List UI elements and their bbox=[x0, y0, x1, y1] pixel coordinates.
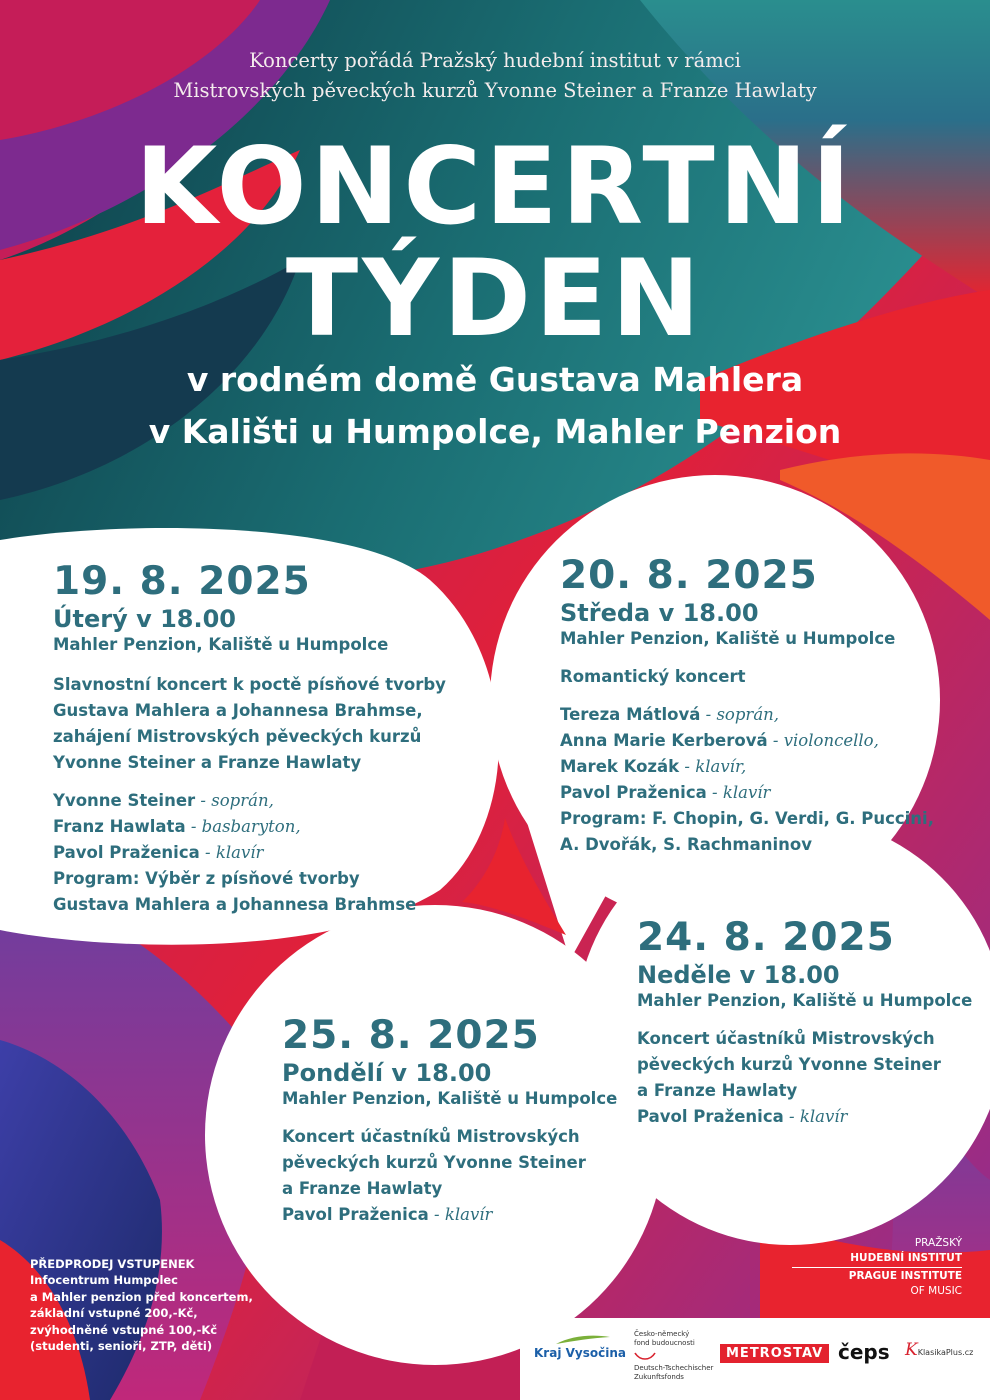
ceps-logo: čeps bbox=[838, 1340, 890, 1364]
event-date: 19. 8. 2025 bbox=[53, 559, 311, 604]
institute-line-2: HUDEBNÍ INSTITUT bbox=[792, 1251, 962, 1268]
event-day-time: Úterý v 18.00 bbox=[53, 605, 236, 633]
performer: Pavol Praženica - klavír bbox=[560, 783, 771, 802]
event-description-line: Koncert účastníků Mistrovských bbox=[282, 1127, 580, 1146]
event-description-line: a Franze Hawlaty bbox=[282, 1179, 443, 1198]
performer: Pavol Praženica - klavír bbox=[637, 1107, 848, 1126]
prague-institute-logo bbox=[792, 1236, 962, 1299]
presale-line: Infocentrum Humpolec bbox=[30, 1273, 179, 1288]
performer: Yvonne Steiner - soprán, bbox=[53, 791, 274, 810]
intro-text bbox=[0, 46, 990, 106]
metrostav-logo: METROSTAV bbox=[720, 1344, 829, 1363]
performer: Franz Hawlata - basbaryton, bbox=[53, 817, 301, 836]
subtitle-line-1: v rodném domě Gustava Mahlera bbox=[186, 360, 804, 399]
zukunftsfonds-logo: Česko-německý fond budoucnosti Deutsch-Tschechischer Zukunftsfonds bbox=[634, 1330, 714, 1381]
event-venue: Mahler Penzion, Kaliště u Humpolce bbox=[53, 635, 389, 654]
event-20-8 bbox=[560, 554, 934, 858]
event-description-line: Slavnostní koncert k poctě písňové tvorby bbox=[53, 675, 446, 694]
performer: Pavol Praženica - klavír bbox=[53, 843, 264, 862]
klasikaplus-mark-icon: K bbox=[905, 1340, 918, 1360]
fond-arc-icon bbox=[634, 1351, 656, 1361]
intro-line-1: Koncerty pořádá Pražský hudební institut v rámci bbox=[249, 49, 741, 72]
event-description-line: pěveckých kurzů Yvonne Steiner bbox=[637, 1055, 941, 1074]
event-venue: Mahler Penzion, Kaliště u Humpolce bbox=[282, 1089, 618, 1108]
performer: Anna Marie Kerberová - violoncello, bbox=[560, 731, 879, 750]
event-description-line: a Franze Hawlaty bbox=[637, 1081, 798, 1100]
event-day-time: Středa v 18.00 bbox=[560, 599, 759, 627]
event-24-8 bbox=[637, 916, 972, 1130]
performer: Tereza Mátlová - soprán, bbox=[560, 705, 780, 724]
intro-line-2: Mistrovských pěveckých kurzů Yvonne Steiner a Franze Hawlaty bbox=[173, 79, 817, 102]
title-line-2: TÝDEN bbox=[285, 237, 705, 360]
event-description-line: Romantický koncert bbox=[560, 667, 746, 686]
event-description-line: Koncert účastníků Mistrovských bbox=[637, 1029, 935, 1048]
title-line-1: KONCERTNÍ bbox=[135, 125, 855, 248]
presale-line: (studenti, senioři, ZTP, děti) bbox=[30, 1339, 213, 1354]
program-line: Program: F. Chopin, G. Verdi, G. Puccini, bbox=[560, 809, 934, 828]
main-title bbox=[0, 125, 990, 360]
presale-info bbox=[30, 1256, 310, 1354]
event-venue: Mahler Penzion, Kaliště u Humpolce bbox=[560, 629, 896, 648]
institute-line-3: PRAGUE INSTITUTE bbox=[848, 1270, 962, 1282]
event-day-time: Pondělí v 18.00 bbox=[282, 1059, 492, 1087]
program-line: Gustava Mahlera a Johannesa Brahmse bbox=[53, 895, 417, 914]
event-date: 20. 8. 2025 bbox=[560, 553, 818, 598]
presale-line: a Mahler penzion před koncertem, bbox=[30, 1289, 253, 1304]
event-description-line: zahájení Mistrovských pěveckých kurzů bbox=[53, 727, 422, 746]
kraj-vysocina-swoosh-icon bbox=[556, 1334, 610, 1346]
event-date: 24. 8. 2025 bbox=[637, 915, 895, 960]
event-25-8 bbox=[282, 1014, 617, 1228]
event-venue: Mahler Penzion, Kaliště u Humpolce bbox=[637, 991, 973, 1010]
event-description-line: Yvonne Steiner a Franze Hawlaty bbox=[53, 753, 362, 772]
klasikaplus-logo: KKlasikaPlus.cz bbox=[905, 1340, 974, 1360]
subtitle-line-2: v Kališti u Humpolce, Mahler Penzion bbox=[148, 412, 842, 451]
institute-line-1: PRAŽSKÝ bbox=[914, 1237, 962, 1249]
presale-line: zvýhodněné vstupné 100,-Kč bbox=[30, 1322, 218, 1337]
program-line: Program: Výběr z písňové tvorby bbox=[53, 869, 360, 888]
performer: Marek Kozák - klavír, bbox=[560, 757, 747, 776]
institute-line-4: OF MUSIC bbox=[910, 1285, 962, 1297]
performer: Pavol Praženica - klavír bbox=[282, 1205, 493, 1224]
event-19-8 bbox=[53, 560, 446, 918]
presale-line: základní vstupné 200,-Kč, bbox=[30, 1306, 198, 1321]
event-day-time: Neděle v 18.00 bbox=[637, 961, 840, 989]
event-description-line: Gustava Mahlera a Johannesa Brahmse, bbox=[53, 701, 423, 720]
event-date: 25. 8. 2025 bbox=[282, 1013, 540, 1058]
sponsor-logos-bar bbox=[520, 1318, 990, 1400]
program-line: A. Dvořák, S. Rachmaninov bbox=[560, 835, 812, 854]
presale-heading: PŘEDPRODEJ VSTUPENEK bbox=[30, 1257, 195, 1271]
kraj-vysocina-logo: Kraj Vysočina bbox=[534, 1346, 626, 1360]
event-description-line: pěveckých kurzů Yvonne Steiner bbox=[282, 1153, 586, 1172]
subtitle bbox=[0, 354, 990, 458]
